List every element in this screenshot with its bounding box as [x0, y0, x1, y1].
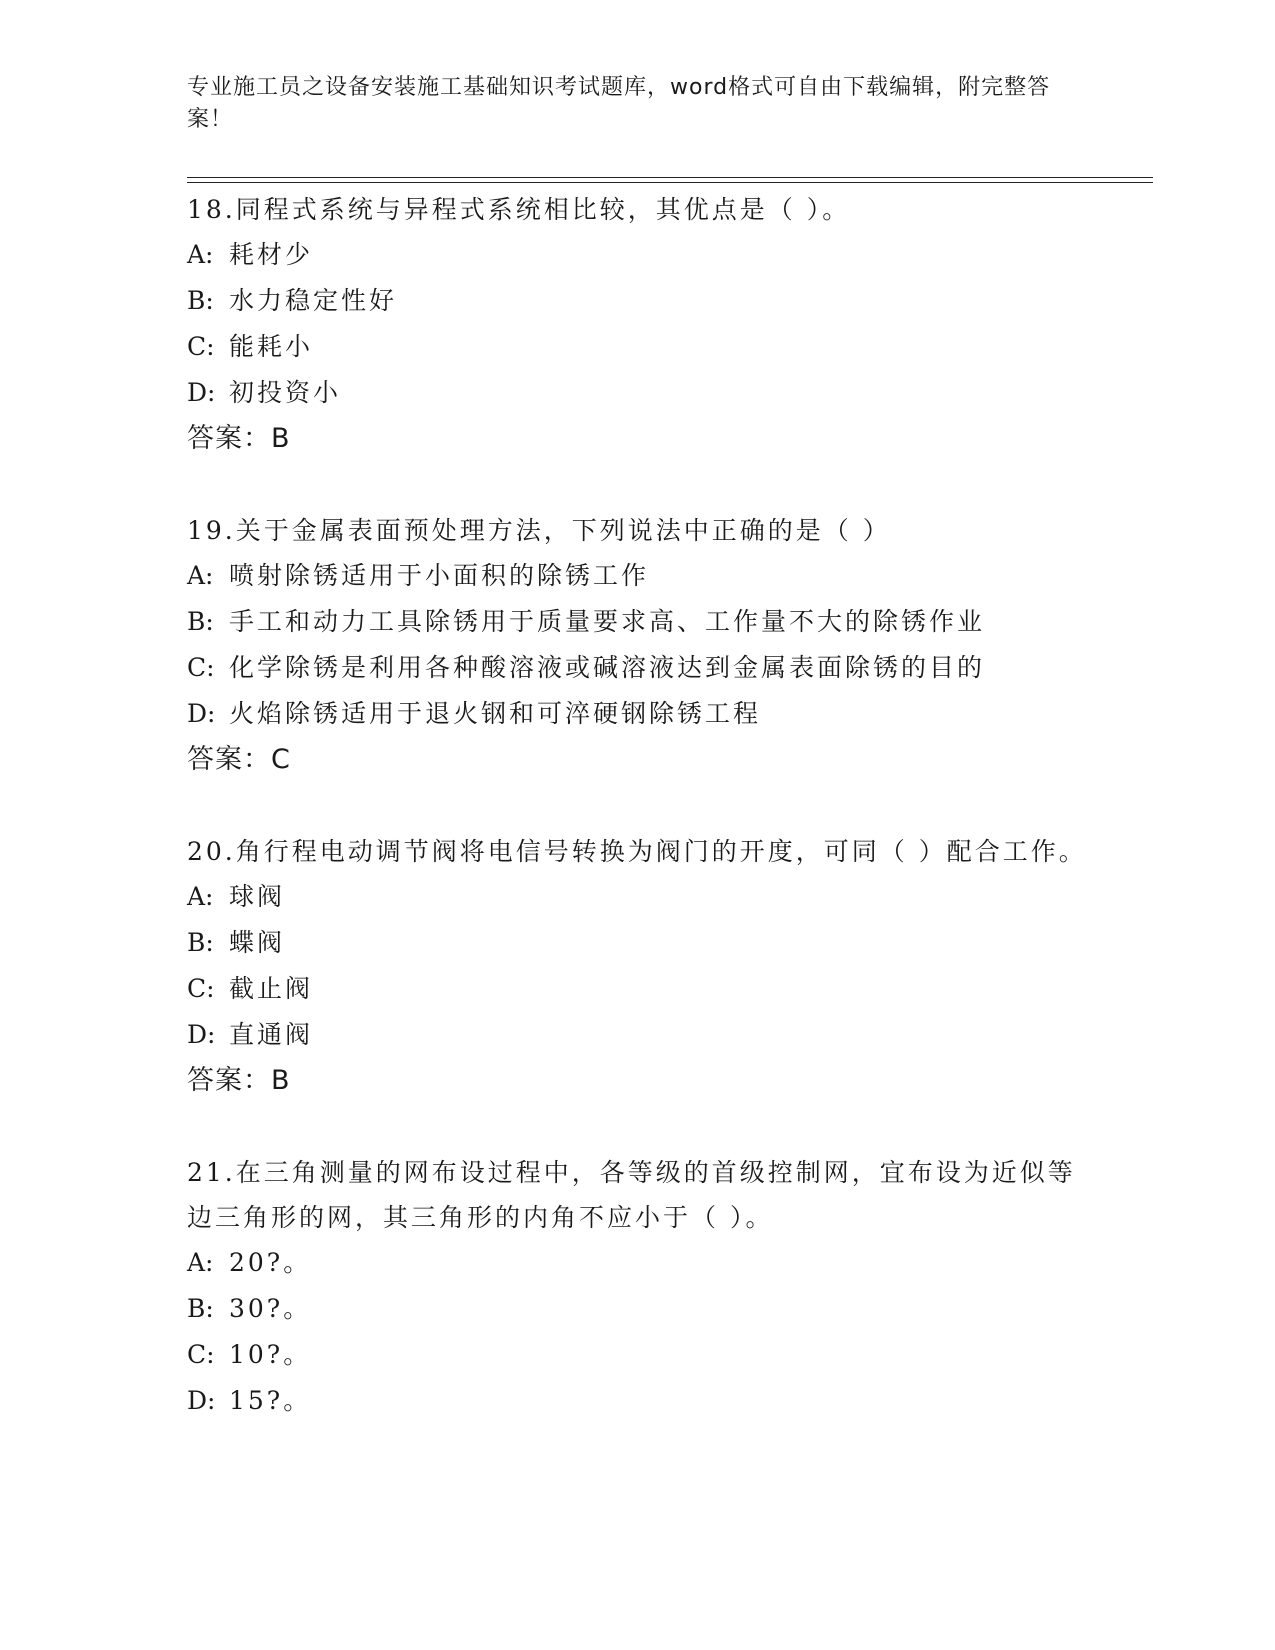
option-text: 能耗小 — [229, 332, 314, 361]
option-a — [187, 874, 1087, 920]
question-21 — [187, 1150, 1087, 1424]
option-text: 截止阀 — [229, 974, 314, 1003]
question-20 — [187, 829, 1087, 1104]
option-text: 水力稳定性好 — [229, 286, 398, 315]
question-19 — [187, 508, 1087, 783]
option-b — [187, 278, 1087, 324]
option-text: 20?。 — [229, 1248, 312, 1277]
option-d — [187, 370, 1087, 416]
option-letter: D: — [187, 1386, 216, 1415]
header-divider-top — [187, 177, 1153, 178]
option-c — [187, 966, 1087, 1012]
option-letter: C: — [187, 653, 215, 682]
option-letter: A: — [187, 561, 214, 590]
option-letter: B: — [187, 928, 214, 957]
option-letter: D: — [187, 378, 216, 407]
option-c — [187, 1332, 1087, 1378]
option-d — [187, 1012, 1087, 1058]
option-letter: A: — [187, 240, 214, 269]
option-letter: A: — [187, 1248, 214, 1277]
header-divider-bottom — [187, 182, 1153, 183]
option-letter: B: — [187, 607, 214, 636]
option-text: 初投资小 — [229, 378, 342, 407]
option-letter: C: — [187, 974, 215, 1003]
option-c — [187, 645, 1087, 691]
option-text: 30?。 — [229, 1294, 312, 1323]
option-text: 化学除锈是利用各种酸溶液或碱溶液达到金属表面除锈的目的 — [229, 653, 986, 682]
option-c — [187, 324, 1087, 370]
question-18 — [187, 187, 1087, 462]
question-stem: 21.在三角测量的网布设过程中，各等级的首级控制网，宜布设为近似等边三角形的网，其三角形的内角不应小于（ ）。 — [187, 1158, 1076, 1232]
option-letter: A: — [187, 882, 214, 911]
option-d — [187, 1378, 1087, 1424]
option-text: 手工和动力工具除锈用于质量要求高、工作量不大的除锈作业 — [229, 607, 986, 636]
answer-line: 答案：C — [187, 744, 291, 775]
question-stem: 20.角行程电动调节阀将电信号转换为阀门的开度，可同（ ）配合工作。 — [187, 837, 1087, 866]
option-text: 直通阀 — [229, 1020, 314, 1049]
document-header: 专业施工员之设备安装施工基础知识考试题库，word格式可自由下载编辑，附完整答案！ — [187, 75, 1051, 132]
option-a — [187, 553, 1087, 599]
option-text: 15?。 — [229, 1386, 312, 1415]
option-text: 喷射除锈适用于小面积的除锈工作 — [229, 561, 650, 590]
option-a — [187, 1240, 1087, 1286]
option-text: 耗材少 — [229, 240, 314, 269]
option-letter: D: — [187, 699, 216, 728]
option-letter: C: — [187, 332, 215, 361]
option-a — [187, 232, 1087, 278]
option-text: 球阀 — [229, 882, 286, 911]
option-letter: D: — [187, 1020, 216, 1049]
question-list — [187, 187, 1087, 1470]
option-d — [187, 691, 1087, 737]
answer-line: 答案：B — [187, 423, 291, 454]
option-text: 蝶阀 — [229, 928, 286, 957]
option-b — [187, 920, 1087, 966]
option-b — [187, 1286, 1087, 1332]
question-stem: 18.同程式系统与异程式系统相比较，其优点是（ ）。 — [187, 195, 851, 224]
option-text: 火焰除锈适用于退火钢和可淬硬钢除锈工程 — [229, 699, 762, 728]
answer-line: 答案：B — [187, 1065, 291, 1096]
option-text: 10?。 — [229, 1340, 312, 1369]
option-letter: C: — [187, 1340, 215, 1369]
question-stem: 19.关于金属表面预处理方法，下列说法中正确的是（ ） — [187, 516, 891, 545]
option-letter: B: — [187, 1294, 214, 1323]
option-letter: B: — [187, 286, 214, 315]
option-b — [187, 599, 1087, 645]
